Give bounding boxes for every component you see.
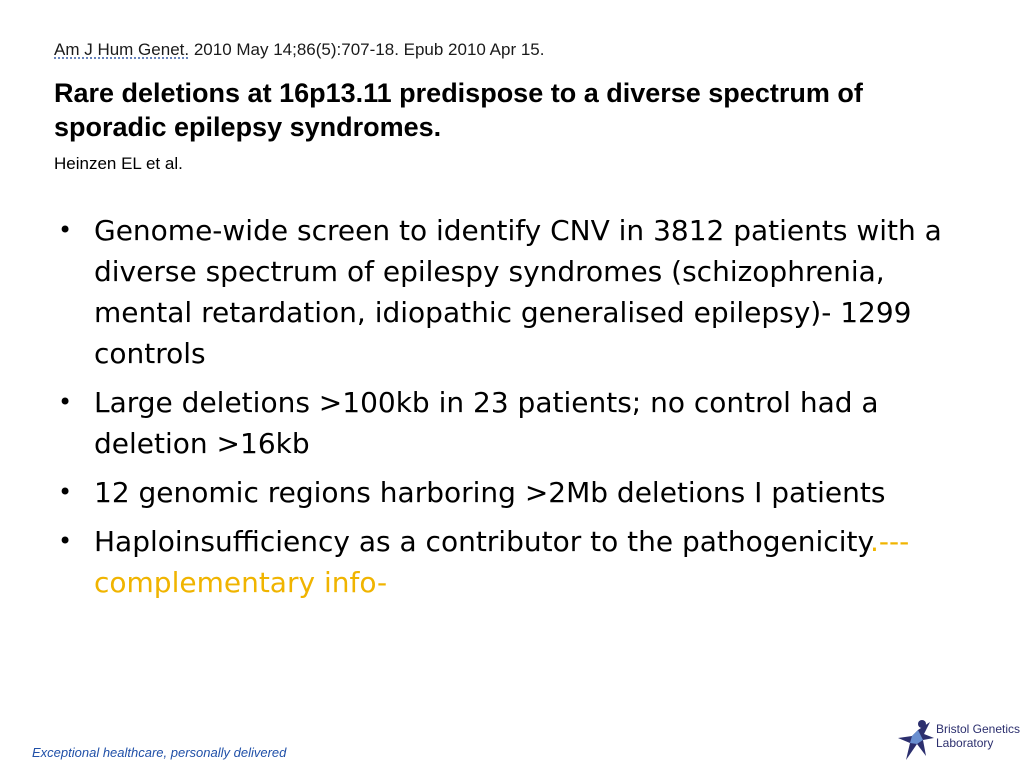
bullet-list	[58, 210, 958, 611]
bullet-item	[58, 210, 958, 374]
citation	[54, 40, 544, 60]
citation-details: 2010 May 14;86(5):707-18. Epub 2010 Apr 15.	[189, 40, 545, 59]
logo-text	[936, 722, 1020, 750]
logo-line-2: Laboratory	[936, 736, 994, 750]
bullet-text: Large deletions >100kb in 23 patients; no control had a deletion >16kb	[94, 386, 879, 460]
bullet-dot: •	[58, 388, 73, 416]
complementary-info-text: .---complementary info-	[94, 525, 910, 599]
logo-line-1: Bristol Genetics	[936, 722, 1021, 736]
bullet-dot: •	[58, 527, 73, 555]
star-figure-icon	[896, 716, 936, 764]
bullet-text: Haploinsufficiency as a contributor to the pathogenicity	[94, 525, 871, 558]
authors: Heinzen EL et al.	[54, 154, 183, 173]
bullet-item	[58, 472, 958, 513]
bullet-text: 12 genomic regions harboring >2Mb deletions I patients	[94, 476, 886, 509]
bristol-genetics-logo	[896, 716, 1021, 764]
citation-journal-link[interactable]: Am J Hum Genet.	[54, 40, 190, 59]
bullet-item	[58, 382, 958, 464]
bullet-dot: •	[58, 216, 73, 244]
footer-tagline: Exceptional healthcare, personally delivered	[32, 745, 287, 760]
bullet-item	[58, 521, 958, 603]
slide-title: Rare deletions at 16p13.11 predispose to a diverse spectrum of sporadic epilepsy syndromes.	[54, 78, 863, 142]
bullet-dot: •	[58, 478, 73, 506]
bullet-text: Genome-wide screen to identify CNV in 3812 patients with a diverse spectrum of epilespy syndromes (schizophrenia, mental retardation, idiopathic generalised epilepsy)- 1299 controls	[94, 214, 942, 370]
